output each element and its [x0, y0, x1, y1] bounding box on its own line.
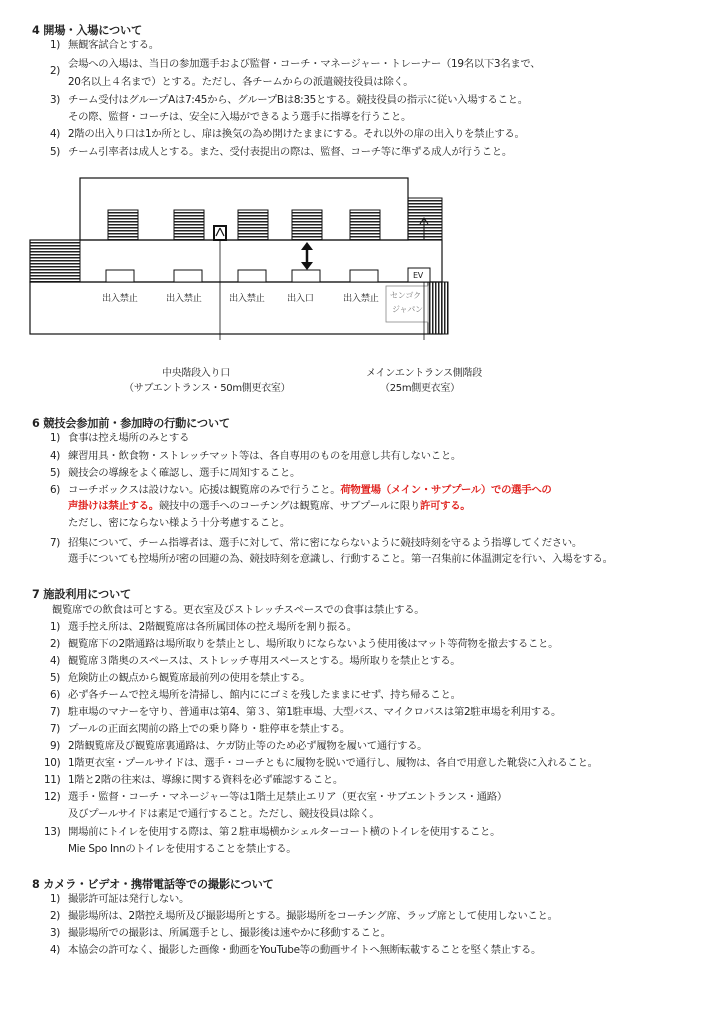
item-number: 5)	[50, 467, 61, 479]
s8-item-3	[50, 927, 391, 940]
s7-item-13-line-2: Mie Spo Innのトイレを使用することを禁止する。	[68, 843, 297, 855]
s7-item-10	[44, 757, 598, 770]
item-number: 2)	[50, 910, 61, 922]
s8-item-4	[50, 944, 541, 957]
item-number: 2)	[50, 638, 61, 650]
caption-main-stair: メインエントランス側階段	[366, 368, 482, 379]
item-text: 2階観覧席及び観覧席裏通路は、ケガ防止等のため必ず履物を履いて通行する。	[68, 740, 428, 752]
item-number: 9)	[50, 740, 61, 752]
s7-item-7b	[50, 723, 350, 736]
seat-block-1	[108, 210, 138, 240]
s4-item-5	[50, 146, 512, 159]
item-number: 6)	[50, 689, 61, 701]
s6-item-7-line-2: 選手についても控場所が密の回避の為、競技時刻を意識し、行動すること。第一召集前に体温測定を行い、入場をする。	[68, 553, 613, 565]
item-text: 選手控え所は、2階観覧席は各所属団体の控え場所を割り振る。	[68, 621, 357, 633]
item-text: 2階の出入り口は1か所とし、扉は換気の為め開けたままにする。それ以外の扉の出入りを禁止する。	[68, 128, 525, 140]
item-number: 4)	[50, 944, 61, 956]
seat-block-4	[292, 210, 322, 240]
s7-item-11	[44, 774, 343, 787]
item-text: 必ず各チームで控え場所を清掃し、館内ににゴミを残したままにせず、持ち帰ること。	[68, 689, 461, 701]
s4-item-3	[50, 94, 528, 107]
item-text: 危険防止の観点から観覧席最前列の使用を禁止する。	[68, 672, 311, 684]
section-6-title: 6 競技会参加前・参加時の行動について	[32, 417, 230, 430]
item-text: 観覧席下の2階通路は場所取りを禁止とし、場所取りにならないよう使用後はマット等荷物を撤去すること。	[68, 638, 559, 650]
item-text: 1階更衣室・プールサイドは、選手・コーチともに履物を脱いで通行し、履物は、各自で用意した靴袋に入れること。	[68, 757, 598, 769]
item-text: 選手・監督・コーチ・マネージャー等は1階土足禁止エリア（更衣室・サブエントランス・通路）	[68, 791, 507, 803]
door-5	[350, 270, 378, 282]
highlight-text: 荷物置場（メイン・サブプール）での選手への	[340, 484, 552, 496]
door-3	[238, 270, 266, 282]
map-label-no-entry-1: 出入禁止	[102, 293, 138, 304]
left-stair	[30, 240, 80, 282]
item-number: 1)	[50, 893, 61, 905]
item-number: 5)	[50, 672, 61, 684]
item-number: 1)	[50, 621, 61, 633]
item-text: 練習用具・飲食物・ストレッチマット等は、各自専用のものを用意し共有しないこと。	[68, 450, 462, 462]
highlight-text: 許可する。	[419, 500, 471, 512]
s4-item-2-number: 2)	[50, 65, 61, 77]
item-number: 4)	[50, 655, 61, 667]
item-text: 駐車場のマナーを守り、普通車は第4、第３、第1駐車場、大型バス、マイクロバスは第2駐車場を利用する。	[68, 706, 562, 718]
map-label-no-entry-2: 出入禁止	[166, 293, 202, 304]
seat-block-3	[238, 210, 268, 240]
s7-item-7a	[50, 706, 561, 719]
map-label-no-entry-4: 出入禁止	[343, 293, 379, 304]
item-text: チーム受付はグループAは7:45から、グループBは8:35とする。競技役員の指示に従い入場すること。	[68, 94, 528, 106]
s7-intro: 観覧席での飲食は可とする。更衣室及びストレッチスペースでの食事は禁止する。	[52, 604, 425, 616]
section-7-title: 7 施設利用について	[32, 588, 131, 601]
item-text: 撮影場所は、2階控え場所及び撮影場所とする。撮影場所をコーチング席、ラップ席として使用しないこと。	[68, 910, 558, 922]
door-4	[292, 270, 320, 282]
item-text: 開場前にトイレを使用する際は、第２駐車場横かシェルターコート横のトイレを使用すること。	[68, 826, 501, 838]
item-text: 撮影場所での撮影は、所属選手とし、撮影後は速やかに移動すること。	[68, 927, 391, 939]
s7-item-9	[50, 740, 427, 753]
s7-item-6	[50, 689, 461, 702]
s7-item-1	[50, 621, 357, 634]
s4-item-1	[50, 39, 159, 52]
floor-map	[0, 170, 709, 340]
s7-item-5	[50, 672, 310, 685]
item-number: 3)	[50, 94, 61, 106]
s7-item-2	[50, 638, 558, 651]
s6-item-5	[50, 467, 300, 480]
item-text: 招集について、チーム指導者は、選手に対して、常に密にならないように競技時刻を守るよう指導してください。	[68, 537, 582, 549]
seat-block-2	[174, 210, 204, 240]
s4-item-2-line-1: 会場への入場は、当日の参加選手および監督・コーチ・マネージャー・トレーナー（19名以下3名まで、	[68, 58, 541, 70]
map-label-entrance: 出入口	[287, 293, 314, 304]
caption-center-stair: 中央階段入り口	[162, 368, 230, 379]
elevator-label: EV	[413, 271, 423, 280]
s6-item-6-line-3: ただし、密にならない様よう十分考慮すること。	[68, 517, 290, 529]
item-text: 無観客試合とする。	[68, 39, 159, 51]
item-number: 10)	[44, 757, 61, 769]
section-8-title: 8 カメラ・ビデオ・携帯電話等での撮影について	[32, 878, 274, 891]
s7-item-13	[44, 826, 500, 839]
item-number: 4)	[50, 450, 61, 462]
caption-main-stair-sub: （25m側更衣室）	[380, 383, 460, 394]
item-text: 本協会の許可なく、撮影した画像・動画をYouTube等の動画サイトへ無断転載することを堅く禁止する。	[68, 944, 542, 956]
door-2	[174, 270, 202, 282]
s6-item-7	[50, 537, 582, 550]
item-number: 12)	[44, 791, 61, 803]
caption-center-stair-sub: （サブエントランス・50m側更衣室）	[124, 383, 291, 394]
item-number: 7)	[50, 537, 61, 549]
item-number: 13)	[44, 826, 61, 838]
item-text: コーチボックスは設けない。応援は観覧席のみで行うこと。	[68, 484, 341, 496]
s6-item-1	[50, 432, 189, 445]
item-number: 3)	[50, 927, 61, 939]
corridor	[30, 240, 442, 282]
item-number: 6)	[50, 484, 61, 496]
seat-block-5	[350, 210, 380, 240]
item-number: 7)	[50, 723, 61, 735]
item-number: 1)	[50, 432, 61, 444]
item-number: 5)	[50, 146, 61, 158]
s6-item-6	[50, 484, 552, 497]
right-stair-side	[428, 282, 448, 334]
s7-item-4	[50, 655, 460, 668]
s4-item-4	[50, 128, 525, 141]
s4-item-2-line-2: 20名以上４名まで）とする。ただし、各チームからの派遣競技役員は除く。	[68, 76, 414, 88]
shop-label-1: センゴク	[390, 291, 421, 300]
s8-item-1	[50, 893, 189, 906]
s6-item-6-line-2	[68, 500, 470, 513]
item-number: 4)	[50, 128, 61, 140]
item-text: 観覧席３階奥のスペースは、ストレッチ専用スペースとする。場所取りを禁止とする。	[68, 655, 461, 667]
shop-label-2: ジャパン	[392, 305, 423, 314]
item-number: 7)	[50, 706, 61, 718]
item-text: 食事は控え場所のみとする	[68, 432, 190, 444]
item-text: 競技会の導線をよく確認し、選手に周知すること。	[68, 467, 301, 479]
section-4-title: 4 開場・入場について	[32, 24, 142, 37]
item-text: 撮影許可証は発行しない。	[68, 893, 190, 905]
s7-item-12	[44, 791, 507, 804]
item-text: チーム引率者は成人とする。また、受付表提出の際は、監督、コーチ等に準ずる成人が行うこと。	[68, 146, 512, 158]
highlight-text: 声掛けは禁止する。	[68, 500, 159, 512]
item-number: 1)	[50, 39, 61, 51]
s8-item-2	[50, 910, 558, 923]
item-number: 11)	[44, 774, 61, 786]
item-text: プールの正面玄関前の路上での乗り降り・駐停車を禁止する。	[68, 723, 351, 735]
item-text: 1階と2階の往来は、導線に関する資料を必ず確認すること。	[68, 774, 343, 786]
map-label-no-entry-3: 出入禁止	[229, 293, 265, 304]
s6-item-4	[50, 450, 461, 463]
item-text: 競技中の選手へのコーチングは観覧席、サブプールに限り	[158, 500, 420, 512]
door-1	[106, 270, 134, 282]
s4-item-3-line-2: その際、監督・コーチは、安全に入場ができるよう選手に指導を行うこと。	[68, 111, 412, 123]
s7-item-12-line-2: 及びプールサイドは素足で通行すること。ただし、競技役員は除く。	[68, 808, 380, 820]
